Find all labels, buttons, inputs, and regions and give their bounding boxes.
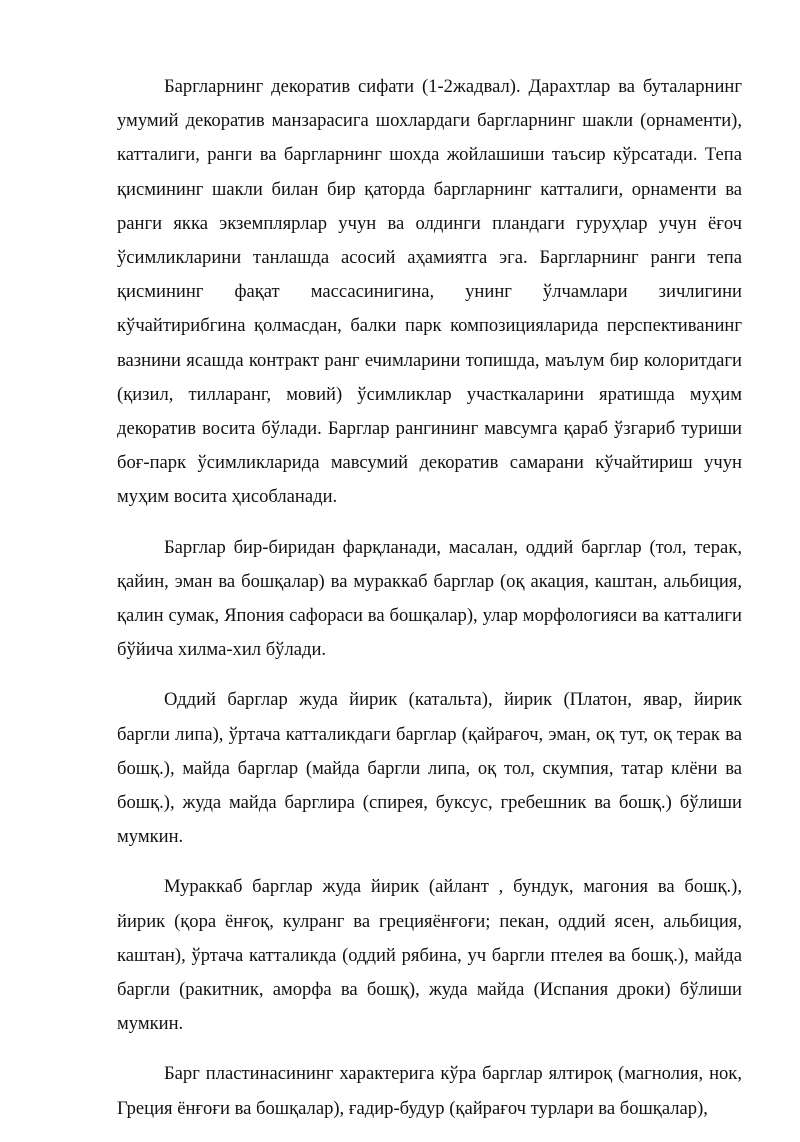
- paragraph-compound-leaf-sizes: Мураккаб барглар жуда йирик (айлант , бундук, магония ва бошқ.), йирик (қора ёнғоқ, кулранг ва грецияёнғоғи; пекан, оддий ясен, альбиция, каштан), ўртача катталикда (оддий рябина, уч баргли птелея ва бошқ.), майда баргли (ракитник, аморфа ва бошқ), жуда майда (Испания дроки) бўлиши мумкин.: [117, 876, 742, 1035]
- document-page: [117, 70, 742, 1142]
- paragraph-simple-compound-leaves: Барглар бир-биридан фарқланади, масалан, оддий барглар (тол, терак, қайин, эман ва бошқалар) ва мураккаб барглар (оқ акация, каштан, альбиция, қалин сумак, Япония сафораси ва бошқалар), улар морфологияси ва катталиги бўйича хилма-хил бўлади.: [117, 536, 742, 661]
- paragraph-leaf-decorative-quality: Баргларнинг декоратив сифати (1-2жадвал). Дарахтлар ва буталарнинг умумий декоратив манзарасига шохлардаги баргларнинг шакли (орнаменти), катталиги, ранги ва баргларнинг шохда жойлашиши таъсир кўрсатади. Тепа қисмининг шакли билан бир қаторда баргларнинг катталиги, орнаменти ва ранги якка экземплярлар учун ва олдинги пландаги гуруҳлар учун ёғоч ўсимликларини танлашда асосий аҳамиятга эга. Баргларнинг ранги тепа қисмининг фақат массасинигина, унинг ўлчамлари зичлигини кўчайтирибгина қолмасдан, балки парк композицияларида перспективанинг вазнини ясашда контракт ранг ечимларини топишда, маълум бир колоритдаги (қизил, тилларанг, мовий) ўсимликлар участкаларини яратишда муҳим декоратив восита бўлади. Барглар рангининг мавсумга қараб ўзгариб туриши боғ-парк ўсимликларида мавсумий декоратив самарани кўчайтириш учун муҳим восита ҳисобланади.: [117, 76, 742, 508]
- paragraph-leaf-blade-character: Барг пластинасининг характерига кўра барглар ялтироқ (магнолия, нок, Греция ёнғоғи ва бошқалар), ғадир-будур (қайрағоч турлари ва бошқалар),: [117, 1063, 742, 1119]
- paragraph-simple-leaf-sizes: Оддий барглар жуда йирик (катальта), йирик (Платон, явар, йирик баргли липа), ўртача катталикдаги барглар (қайрағоч, эман, оқ тут, оқ терак ва бошқ.), майда барглар (майда баргли липа, оқ тол, скумпия, татар клёни ва бошқ.), жуда майда барглира (спирея, буксус, гребешник ва бошқ.) бўлиши мумкин.: [117, 689, 742, 848]
